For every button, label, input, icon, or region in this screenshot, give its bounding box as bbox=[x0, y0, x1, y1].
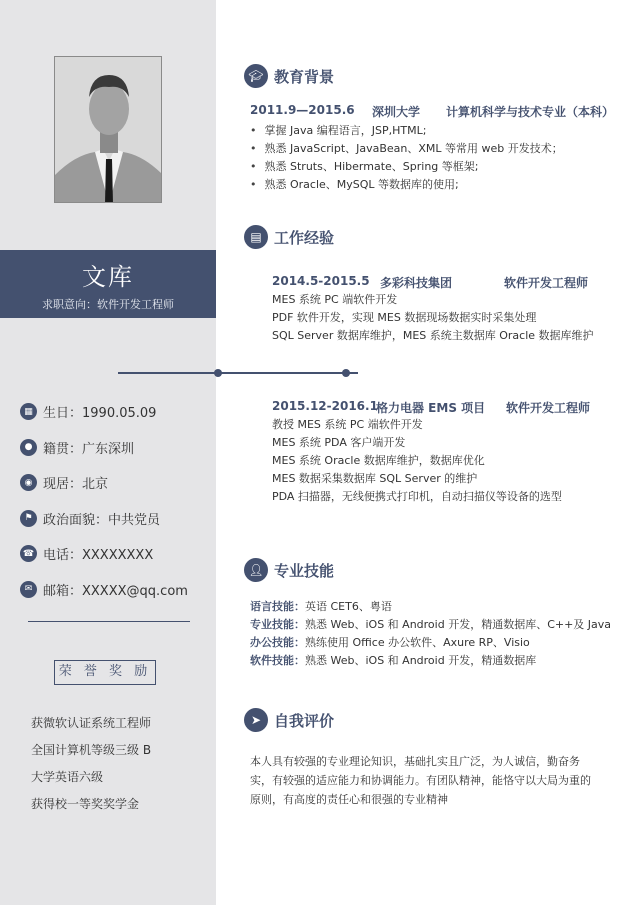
name-band bbox=[0, 250, 216, 318]
candidate-name: 文库 bbox=[82, 263, 134, 291]
timeline-dot bbox=[214, 369, 222, 377]
info-text: 现居：北京 bbox=[43, 477, 109, 493]
job-objective: 求职意向：软件开发工程师 bbox=[42, 298, 174, 311]
timeline-line-right bbox=[218, 372, 358, 374]
badge-icon: ⚑ bbox=[20, 510, 37, 527]
honor-item: 获微软认证系统工程师 bbox=[31, 716, 152, 730]
section-education bbox=[244, 64, 334, 88]
paper-plane-icon: ➤ bbox=[244, 708, 268, 732]
info-hometown bbox=[20, 430, 188, 466]
map-pin-icon: ◉ bbox=[20, 474, 37, 491]
info-text: 电话：XXXXXXXX bbox=[43, 548, 154, 564]
honor-item: 获得校一等奖奖学金 bbox=[31, 797, 140, 811]
info-text: 籍贯：广东深圳 bbox=[43, 441, 135, 457]
section-title: 专业技能 bbox=[274, 561, 335, 580]
info-phone bbox=[20, 536, 188, 572]
info-residence bbox=[20, 465, 188, 501]
skill-row bbox=[250, 652, 611, 670]
education-school: 深圳大学 bbox=[372, 105, 421, 119]
evaluation-text: 本人具有较强的专业理论知识，基础扎实且广泛，为人诚信，勤奋务实，有较强的适应能力和协调能力。有团队精神，能恪守以大局为重的原则，有高度的责任心和很强的专业精神 bbox=[250, 755, 591, 806]
list-item: • 熟悉 Struts、Hibermate、Spring 等框架; bbox=[250, 158, 563, 176]
sidebar-divider bbox=[28, 621, 190, 622]
skills-list bbox=[250, 598, 611, 670]
list-item: • 掌握 Java 编程语言，JSP,HTML; bbox=[250, 122, 563, 140]
job-company: 多彩科技集团 bbox=[380, 276, 453, 290]
skill-label: 语言技能： bbox=[250, 600, 305, 613]
skill-label: 软件技能： bbox=[250, 654, 305, 667]
timeline-dot bbox=[342, 369, 350, 377]
job-details bbox=[272, 291, 594, 345]
skill-value: 熟悉 Web、iOS 和 Android 开发，精通数据库 bbox=[305, 654, 537, 667]
section-title: 教育背景 bbox=[274, 67, 335, 86]
info-email bbox=[20, 572, 188, 608]
job-period: 2014.5-2015.5 bbox=[272, 274, 370, 288]
skill-value: 熟练使用 Office 办公软件、Axure RP、Visio bbox=[305, 636, 530, 649]
job-role: 软件开发工程师 bbox=[506, 401, 591, 415]
list-item: PDA 扫描器，无线便携式打印机，自动扫描仪等设备的选型 bbox=[272, 490, 562, 503]
skill-value: 英语 CET6、粤语 bbox=[305, 600, 392, 613]
skill-value: 熟悉 Web、iOS 和 Android 开发，精通数据库、C++及 Java bbox=[305, 618, 612, 631]
education-period: 2011.9—2015.6 bbox=[250, 103, 355, 117]
honors-list bbox=[31, 710, 151, 818]
info-text: 生日：1990.05.09 bbox=[43, 406, 157, 422]
list-item: SQL Server 数据库维护，MES 系统主数据库 Oracle 数据库维护 bbox=[272, 329, 594, 342]
list-item: 教授 MES 系统 PC 端软件开发 bbox=[272, 418, 423, 431]
honors-title: 荣 誉 奖 励 bbox=[54, 660, 156, 685]
job-details bbox=[272, 416, 562, 506]
personal-info bbox=[20, 394, 188, 607]
phone-icon: ☎ bbox=[20, 545, 37, 562]
timeline-line-left bbox=[118, 372, 218, 374]
person-icon: 👤︎ bbox=[244, 558, 268, 582]
skill-label: 专业技能： bbox=[250, 618, 305, 631]
calendar-icon: ▦ bbox=[20, 403, 37, 420]
job-period: 2015.12-2016.1 bbox=[272, 399, 378, 413]
info-birthday bbox=[20, 394, 188, 430]
location-pin-icon: ● bbox=[20, 439, 37, 456]
list-item: MES 系统 PC 端软件开发 bbox=[272, 293, 398, 306]
skill-label: 办公技能： bbox=[250, 636, 305, 649]
education-major: 计算机科学与技术专业（本科） bbox=[446, 105, 615, 119]
clipboard-icon: ▤ bbox=[244, 225, 268, 249]
skill-row bbox=[250, 616, 611, 634]
honor-item: 全国计算机等级三级 B bbox=[31, 743, 152, 757]
section-work bbox=[244, 225, 334, 249]
skill-row bbox=[250, 598, 611, 616]
section-title: 工作经验 bbox=[274, 228, 335, 247]
skill-row bbox=[250, 634, 611, 652]
list-item: PDF 软件开发，实现 MES 数据现场数据实时采集处理 bbox=[272, 311, 537, 324]
job-role: 软件开发工程师 bbox=[504, 276, 589, 290]
section-skills bbox=[244, 558, 334, 582]
profile-photo bbox=[54, 56, 162, 203]
mail-icon: ✉ bbox=[20, 581, 37, 598]
education-bullets bbox=[250, 122, 563, 194]
graduation-cap-icon: 🎓︎ bbox=[244, 64, 268, 88]
section-evaluation bbox=[244, 708, 334, 732]
info-text: 政治面貌：中共党员 bbox=[43, 512, 161, 528]
info-political-status bbox=[20, 501, 188, 537]
list-item: MES 系统 Oracle 数据库维护，数据库优化 bbox=[272, 454, 485, 467]
list-item: MES 系统 PDA 客户端开发 bbox=[272, 436, 406, 449]
section-title: 自我评价 bbox=[274, 711, 335, 730]
list-item: • 熟悉 Oracle、MySQL 等数据库的使用; bbox=[250, 176, 563, 194]
list-item: • 熟悉 JavaScript、JavaBean、XML 等常用 web 开发技术； bbox=[250, 140, 563, 158]
list-item: MES 数据采集数据库 SQL Server 的维护 bbox=[272, 472, 478, 485]
job-company: 格力电器 EMS 项目 bbox=[376, 401, 486, 415]
honor-item: 大学英语六级 bbox=[31, 770, 104, 784]
info-text: 邮箱：XXXXX@qq.com bbox=[43, 583, 188, 599]
